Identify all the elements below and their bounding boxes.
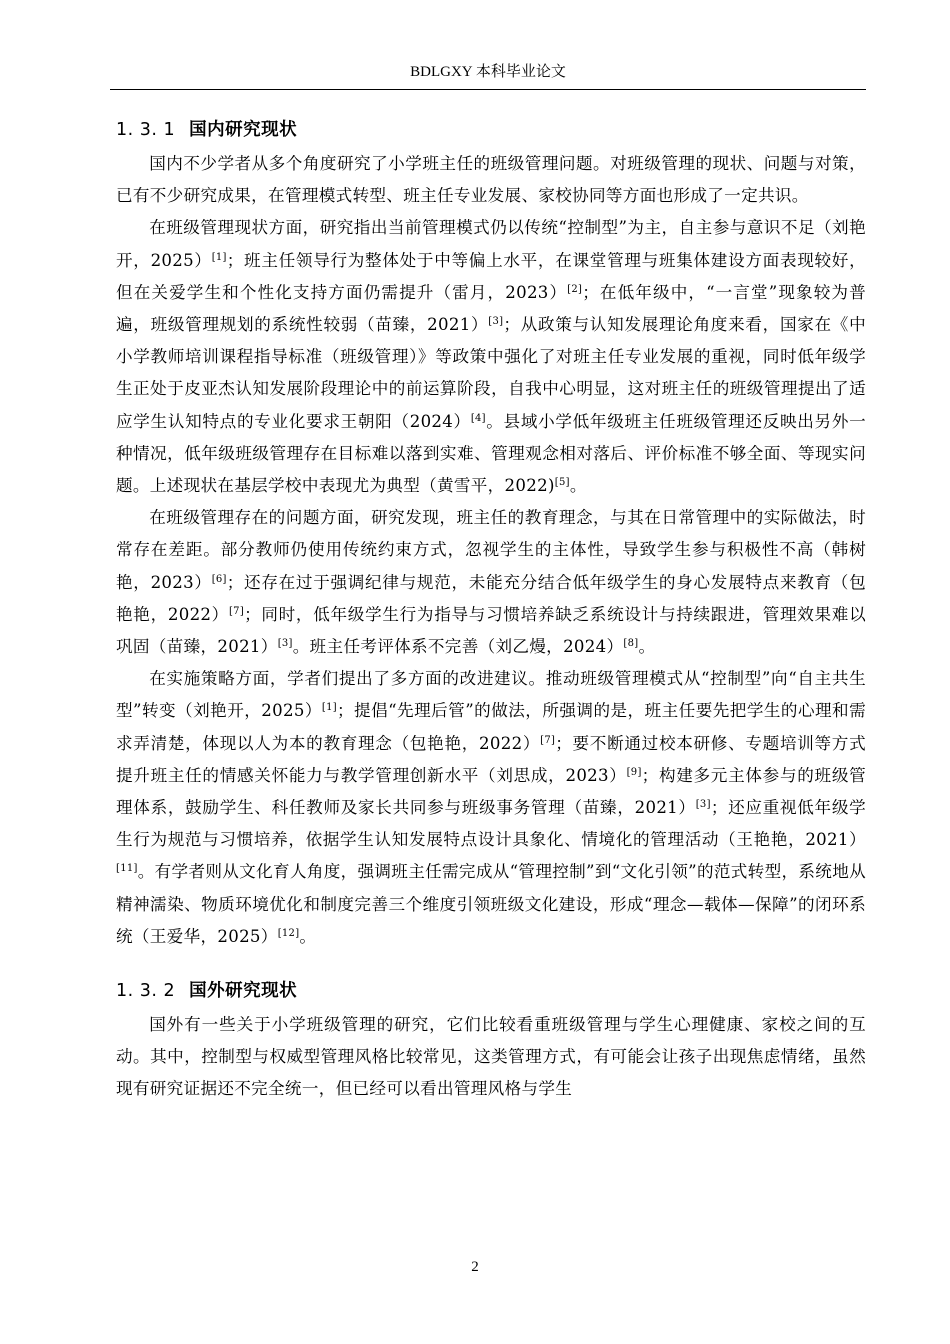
citation-ref: [8] — [623, 638, 639, 650]
paragraph-text: 。班主任考评体系不完善（刘乙熳，2024） — [292, 637, 624, 657]
paragraph-text: ；提倡“先理后管”的做法，所强调的是，班主任要先把学生的心理和需求弄清楚，体现以人为本的教育理念（包艳艳，2022） — [116, 701, 866, 753]
header-rule — [110, 89, 866, 90]
paragraph-text: 。 — [638, 637, 656, 657]
paragraph-text: 。 — [299, 926, 317, 946]
paragraph-text: 国内不少学者从多个角度研究了小学班主任的班级管理问题。对班级管理的现状、问题与对策，已有不少研究成果，在管理模式转型、班主任专业发展、家校协同等方面也形成了一定共识。 — [116, 154, 866, 206]
section-body-1-3-2 — [116, 1009, 866, 1106]
paragraph-text: ；同时，低年级学生行为指导与习惯培养缺乏系统设计与持续跟进，管理效果难以巩固（苗臻，2021） — [116, 604, 866, 657]
paragraph-text: 国外有一些关于小学班级管理的研究，它们比较看重班级管理与学生心理健康、家校之间的互动。其中，控制型与权威型管理风格比较常见，这类管理方式，有可能会让孩子出现焦虑情绪，虽然现有研究证据还不完全统一，但已经可以看出管理风格与学生 — [116, 1015, 866, 1099]
citation-ref: [1] — [211, 251, 227, 263]
citation-ref: [3] — [488, 316, 504, 328]
paragraph-text: 在班级管理现状方面，研究指出当前管理模式仍以传统“控制型”为主，自主参与意识不足（刘艳开，2025） — [116, 218, 866, 270]
paragraph-text: ；从政策与认知发展理论角度来看，国家在《中小学教师培训课程指导标准（班级管理）》等政策中强化了对班主任专业发展的重视，同时低年级学生正处于皮亚杰认知发展阶段理论中的前运算阶段，自我中心明显，这对班主任的班级管理提出了适应学生认知特点的专业化要求王朝阳（2024） — [116, 315, 866, 431]
section-title: 国内研究现状 — [189, 120, 298, 140]
paragraph-text: 。有学者则从文化育人角度，强调班主任需完成从“管理控制”到“文化引领”的范式转型，系统地从精神濡染、物质环境优化和制度完善三个维度引领班级文化建设，形成“理念—载体—保障”的闭环系统（王爱华，2025） — [116, 862, 866, 946]
section-number: 1. 3. 1 — [116, 120, 176, 140]
paragraph — [116, 502, 866, 663]
running-header: BDLGXY 本科毕业论文 — [410, 64, 566, 80]
citation-ref: [12] — [277, 927, 300, 939]
citation-ref: [3] — [277, 638, 293, 650]
paragraph-text: 在实施策略方面，学者们提出了多方面的改进建议。推动班级管理模式从“控制型”向“自主共生型”转变（刘艳开，2025） — [116, 669, 866, 721]
paragraph-text: ；构建多元主体参与的班级管理体系，鼓励学生、科任教师及家长共同参与班级事务管理（苗臻，2021） — [116, 765, 866, 818]
section-number: 1. 3. 2 — [116, 981, 176, 1002]
section-heading-1-3-1 — [116, 116, 866, 144]
citation-ref: [1] — [321, 702, 337, 714]
citation-ref: [2] — [567, 283, 583, 295]
citation-ref: [7] — [540, 734, 556, 746]
paragraph — [116, 663, 866, 953]
paragraph-text: 。 — [569, 476, 587, 496]
citation-ref: [6] — [211, 573, 227, 585]
citation-ref: [9] — [626, 766, 642, 778]
paragraph-text: ；要不断通过校本研修、专题培训等方式提升班主任的情感关怀能力与教学管理创新水平（刘思成，2023） — [116, 733, 866, 785]
citation-ref: [3] — [695, 799, 711, 811]
paragraph — [116, 148, 866, 212]
paragraph-text: ；还应重视低年级学生行为规范与习惯培养，依据学生认知发展特点设计具象化、情境化的管理活动（王艳艳，2021） — [116, 798, 867, 850]
page-body — [116, 116, 866, 1106]
citation-ref: [7] — [228, 605, 245, 617]
page-number: 2 — [471, 1259, 479, 1275]
paragraph-text: 在班级管理存在的问题方面，研究发现，班主任的教育理念，与其在日常管理中的实际做法，时常存在差距。部分教师仍使用传统约束方式，忽视学生的主体性，导致学生参与积极性不高（韩树艳，2023） — [116, 508, 866, 592]
paragraph-text: 。县域小学低年级班主任班级管理还反映出另外一种情况，低年级班级管理存在目标难以落到实难、管理观念相对落后、评价标准不够全面、等现实问题。上述现状在基层学校中表现尤为典型（黄雪平，2022) — [116, 411, 866, 496]
section-body-1-3-1 — [116, 148, 866, 953]
section-heading-1-3-2 — [116, 977, 866, 1005]
citation-ref: [4] — [470, 412, 486, 424]
citation-ref: [5] — [554, 477, 570, 489]
paragraph-text: ；在低年级中，“一言堂”现象较为普遍，班级管理规划的系统性较弱（苗臻，2021） — [116, 282, 866, 335]
paragraph — [116, 212, 866, 502]
paragraph-text: ；班主任领导行为整体处于中等偏上水平，在课堂管理与班集体建设方面表现较好，但在关爱学生和个性化支持方面仍需提升（雷月，2023） — [116, 250, 866, 302]
paragraph — [116, 1009, 866, 1106]
paragraph-text: ；还存在过于强调纪律与规范，未能充分结合低年级学生的身心发展特点来教育（包艳艳，2022） — [116, 572, 866, 624]
section-title: 国外研究现状 — [189, 981, 298, 1002]
citation-ref: [11] — [116, 863, 138, 875]
